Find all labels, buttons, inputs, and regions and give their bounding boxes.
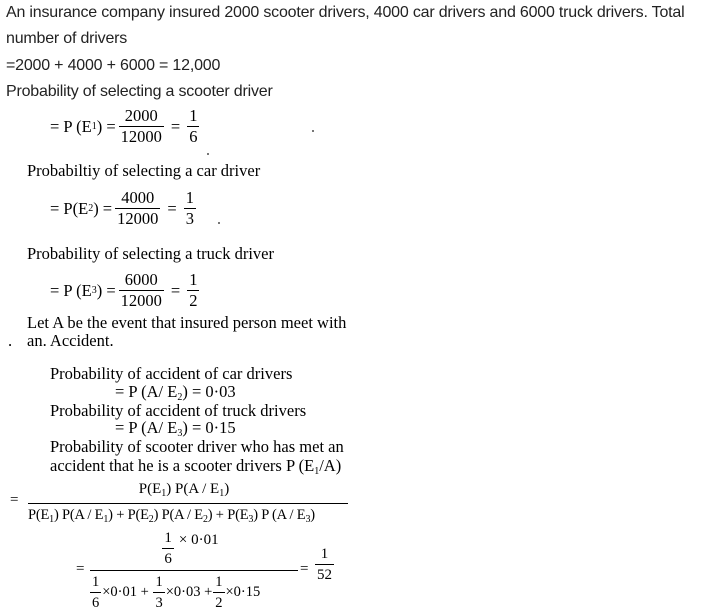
question-line-2: accident that he is a scooter drivers P $(E_1/A)$ <box>50 456 342 477</box>
final-computation <box>90 526 298 612</box>
event-a-definition-line-1: Let A be the event that insured person meet with <box>27 313 347 332</box>
final-result <box>312 545 337 584</box>
fraction-1-3: $\frac{1}{3}$ <box>185 188 194 228</box>
bayes-numerator: $P(E_1)$ $P(A / E_1)$ <box>138 481 230 499</box>
truck-probability-label: Probability of selecting a truck driver <box>27 244 274 263</box>
truck-accident-label: Probability of accident of truck drivers <box>50 401 307 420</box>
probability-e1-equation: = P (E 1 ) = $\frac{2000}{12000}$ = $\frac{1}{6}$ <box>50 106 198 146</box>
fraction-4000-12000: $\frac{4000}{12000}$ <box>117 188 159 228</box>
total-drivers-equation: =2000 + 4000 + 6000 = 12,000 <box>6 57 221 74</box>
bayes-equals-sign: = <box>10 492 19 508</box>
final-result-equals: = <box>300 561 309 577</box>
car-accident-label: Probability of accident of car drivers <box>50 364 293 383</box>
fraction-2000-12000: $\frac{2000}{12000}$ <box>120 106 162 146</box>
event-a-definition-line-2: an. Accident. <box>27 331 114 350</box>
scooter-probability-label: Probability of selecting a scooter driver <box>6 83 273 100</box>
fraction-1-3: $\frac{1}{3}$ <box>155 574 163 611</box>
fraction-1-6: $\frac{1}{6}$ <box>189 106 198 146</box>
fraction-6000-12000: $\frac{6000}{12000}$ <box>120 270 162 310</box>
probability-e2-equation: = P(E 2 ) = $\frac{4000}{12000}$ = $\frac{1}{3}$ <box>50 188 194 228</box>
car-accident-equation: = P (A/ $E_2) = 0\cdot 03$ <box>115 382 236 403</box>
final-numerator: $\frac{1}{6}$ × 0·01 <box>164 529 219 567</box>
final-equals-sign: = <box>76 561 85 577</box>
probability-e3-equation: = P (E 3 ) = $\frac{6000}{12000}$ = $\frac{1}{2}$ <box>50 270 198 310</box>
scan-speck <box>312 130 314 132</box>
event-bullet: . <box>8 331 13 350</box>
truck-accident-equation: = P (A/ $E_3) = 0\cdot 15$ <box>115 418 236 439</box>
final-denominator: $\frac{1}{6}$ ×0·01 + $\frac{1}{3}$ ×0·03 + $\frac{1}{2}$ ×0·15 <box>90 570 298 612</box>
fraction-1-2: $\frac{1}{2}$ <box>189 270 198 310</box>
problem-statement-line-1: An insurance company insured 2000 scooter drivers, 4000 car drivers and 6000 truck drivers. Total <box>6 4 685 21</box>
fraction-1-6: $\frac{1}{6}$ <box>92 574 100 611</box>
bayes-denominator: $P(E_1)$ $P(A / E_1) + P(E_2)$ $P(A / E_2) + P(E_3)$ P $(A / E_3)$ <box>28 503 348 529</box>
scan-speck <box>207 153 209 155</box>
question-line-1: Probability of scooter driver who has met an <box>50 437 344 456</box>
fraction-1-52: $\frac{1}{52}$ <box>317 546 332 583</box>
fraction-1-2: $\frac{1}{2}$ <box>215 574 223 611</box>
car-probability-label: Probabiltiy of selecting a car driver <box>27 161 261 180</box>
fraction-1-6: $\frac{1}{6}$ <box>164 529 172 567</box>
problem-statement-line-2: number of drivers <box>6 30 128 47</box>
bayes-formula <box>28 480 348 529</box>
scan-speck <box>218 222 220 224</box>
